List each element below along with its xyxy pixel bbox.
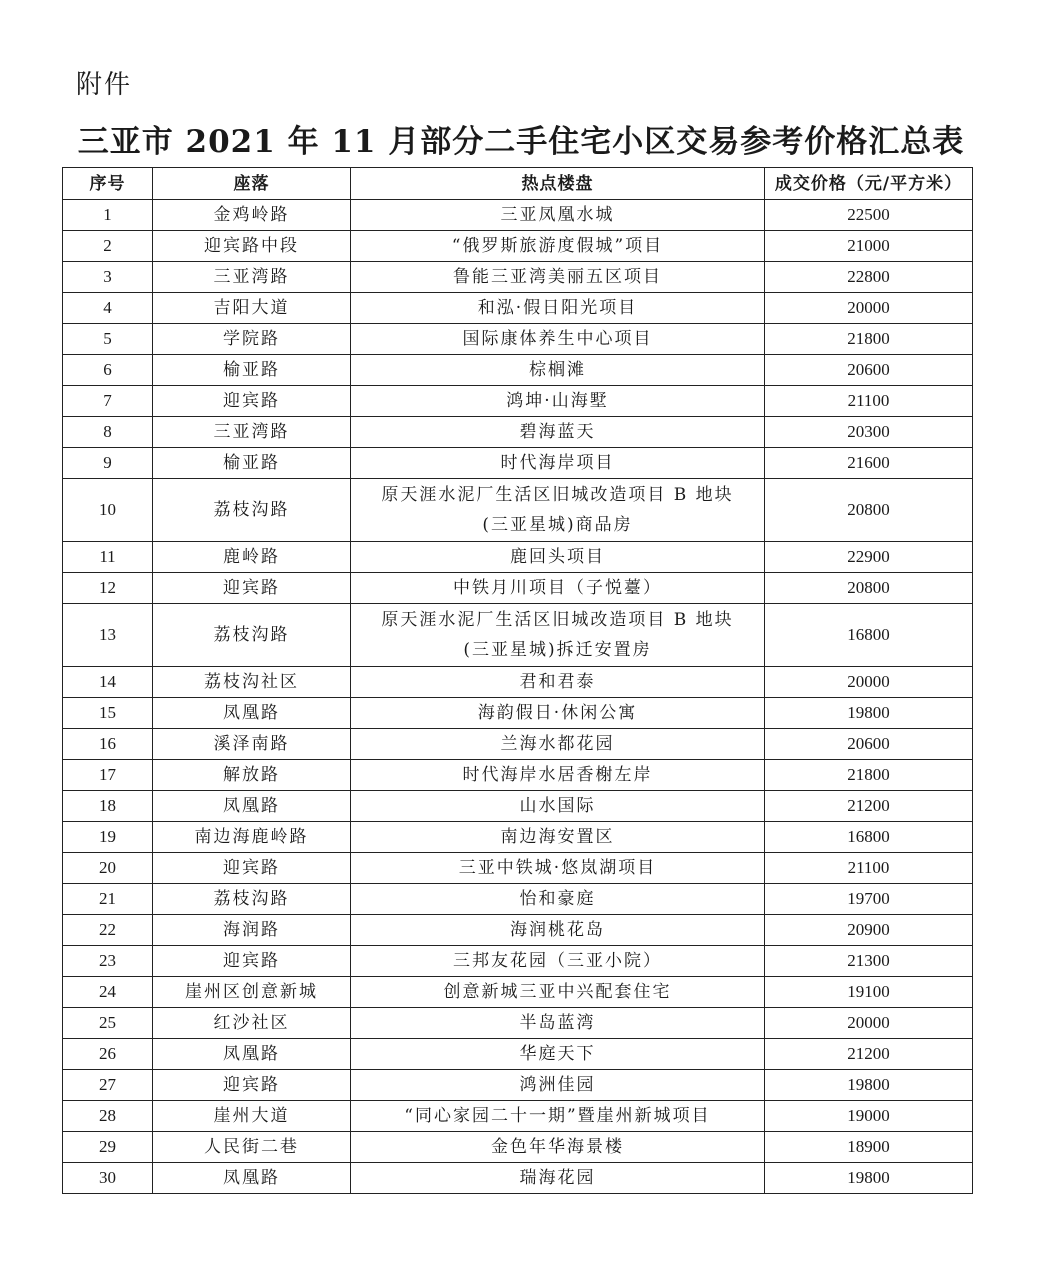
- table-row: [63, 231, 973, 262]
- row-project: 和泓·假日阳光项目: [351, 293, 765, 324]
- row-price: 20300: [765, 417, 973, 448]
- row-number: 15: [63, 698, 153, 729]
- row-project: 鲁能三亚湾美丽五区项目: [351, 262, 765, 293]
- row-price: 21800: [765, 760, 973, 791]
- table-row: [63, 479, 973, 542]
- table-row: [63, 1039, 973, 1070]
- page-title: 三亚市 2021 年 11 月部分二手住宅小区交易参考价格汇总表: [77, 124, 965, 160]
- row-number: 14: [63, 667, 153, 698]
- row-location: 荔枝沟路: [153, 884, 351, 915]
- table-row: [63, 1070, 973, 1101]
- row-number: 6: [63, 355, 153, 386]
- row-location: 榆亚路: [153, 448, 351, 479]
- row-location: 崖州区创意新城: [153, 977, 351, 1008]
- row-price: 20000: [765, 1008, 973, 1039]
- table-row: [63, 853, 973, 884]
- row-project: [351, 479, 765, 542]
- project-line: 原天涯水泥厂生活区旧城改造项目 B 地块: [381, 610, 734, 630]
- row-price: 20600: [765, 355, 973, 386]
- table-body: [63, 200, 973, 1194]
- row-number: 3: [63, 262, 153, 293]
- row-project: 国际康体养生中心项目: [351, 324, 765, 355]
- row-project: 鸿坤·山海墅: [351, 386, 765, 417]
- row-location: 凤凰路: [153, 1039, 351, 1070]
- project-line: (三亚星城)商品房: [482, 515, 633, 535]
- row-price: 21800: [765, 324, 973, 355]
- row-price: 21200: [765, 1039, 973, 1070]
- row-location: 金鸡岭路: [153, 200, 351, 231]
- row-price: 19100: [765, 977, 973, 1008]
- row-number: 18: [63, 791, 153, 822]
- row-number: 10: [63, 479, 153, 542]
- row-project: 南边海安置区: [351, 822, 765, 853]
- row-price: 20000: [765, 667, 973, 698]
- table-row: [63, 977, 973, 1008]
- row-project: 三亚中铁城·悠岚湖项目: [351, 853, 765, 884]
- row-location: 人民街二巷: [153, 1132, 351, 1163]
- row-location: 海润路: [153, 915, 351, 946]
- row-number: 2: [63, 231, 153, 262]
- row-price: 22500: [765, 200, 973, 231]
- table-row: [63, 386, 973, 417]
- row-price: 19700: [765, 884, 973, 915]
- table-row: [63, 293, 973, 324]
- table-row: [63, 1008, 973, 1039]
- row-project: 三亚凤凰水城: [351, 200, 765, 231]
- row-price: 22900: [765, 542, 973, 573]
- row-number: 22: [63, 915, 153, 946]
- row-price: 20800: [765, 479, 973, 542]
- row-price: 20000: [765, 293, 973, 324]
- header-project: 热点楼盘: [351, 168, 765, 200]
- row-number: 1: [63, 200, 153, 231]
- row-project: [351, 604, 765, 667]
- row-project: 棕榈滩: [351, 355, 765, 386]
- row-location: 迎宾路中段: [153, 231, 351, 262]
- table-row: [63, 573, 973, 604]
- table-row: [63, 698, 973, 729]
- row-number: 4: [63, 293, 153, 324]
- row-price: 19000: [765, 1101, 973, 1132]
- row-location: 南边海鹿岭路: [153, 822, 351, 853]
- row-location: 三亚湾路: [153, 262, 351, 293]
- table-row: [63, 604, 973, 667]
- row-price: 21100: [765, 853, 973, 884]
- row-price: 21000: [765, 231, 973, 262]
- header-location: 座落: [153, 168, 351, 200]
- row-location: 崖州大道: [153, 1101, 351, 1132]
- table-row: [63, 1163, 973, 1194]
- price-table: [62, 167, 973, 1194]
- row-number: 9: [63, 448, 153, 479]
- row-price: 18900: [765, 1132, 973, 1163]
- row-project: 半岛蓝湾: [351, 1008, 765, 1039]
- row-project: 时代海岸水居香榭左岸: [351, 760, 765, 791]
- table-row: [63, 542, 973, 573]
- row-number: 7: [63, 386, 153, 417]
- row-project: 碧海蓝天: [351, 417, 765, 448]
- row-price: 20900: [765, 915, 973, 946]
- row-project: 鹿回头项目: [351, 542, 765, 573]
- row-project: 华庭天下: [351, 1039, 765, 1070]
- row-number: 26: [63, 1039, 153, 1070]
- row-project: 海韵假日·休闲公寓: [351, 698, 765, 729]
- row-project: 金色年华海景楼: [351, 1132, 765, 1163]
- row-number: 28: [63, 1101, 153, 1132]
- table-row: [63, 355, 973, 386]
- row-project: 君和君泰: [351, 667, 765, 698]
- header-number: 序号: [63, 168, 153, 200]
- table-row: [63, 448, 973, 479]
- row-location: 迎宾路: [153, 1070, 351, 1101]
- row-price: 21600: [765, 448, 973, 479]
- table-row: [63, 667, 973, 698]
- attachment-label: 附件: [76, 70, 133, 100]
- table-row: [63, 946, 973, 977]
- row-price: 20600: [765, 729, 973, 760]
- project-line: 原天涯水泥厂生活区旧城改造项目 B 地块: [381, 485, 734, 505]
- row-price: 16800: [765, 822, 973, 853]
- row-project: 中铁月川项目（子悦薹）: [351, 573, 765, 604]
- row-location: 学院路: [153, 324, 351, 355]
- row-project: 三邦友花园（三亚小院）: [351, 946, 765, 977]
- row-price: 21300: [765, 946, 973, 977]
- row-project: 时代海岸项目: [351, 448, 765, 479]
- row-price: 19800: [765, 698, 973, 729]
- row-project: 兰海水都花园: [351, 729, 765, 760]
- row-location: 吉阳大道: [153, 293, 351, 324]
- row-number: 20: [63, 853, 153, 884]
- row-price: 21200: [765, 791, 973, 822]
- row-project: 海润桃花岛: [351, 915, 765, 946]
- row-project: “同心家园二十一期”暨崖州新城项目: [351, 1101, 765, 1132]
- row-number: 29: [63, 1132, 153, 1163]
- table-row: [63, 822, 973, 853]
- row-number: 12: [63, 573, 153, 604]
- row-location: 迎宾路: [153, 853, 351, 884]
- row-number: 19: [63, 822, 153, 853]
- row-location: 鹿岭路: [153, 542, 351, 573]
- row-number: 23: [63, 946, 153, 977]
- row-number: 24: [63, 977, 153, 1008]
- row-location: 解放路: [153, 760, 351, 791]
- row-price: 16800: [765, 604, 973, 667]
- table-row: [63, 417, 973, 448]
- row-number: 8: [63, 417, 153, 448]
- row-price: 19800: [765, 1070, 973, 1101]
- row-location: 荔枝沟路: [153, 604, 351, 667]
- row-number: 13: [63, 604, 153, 667]
- row-number: 11: [63, 542, 153, 573]
- table-row: [63, 915, 973, 946]
- row-location: 红沙社区: [153, 1008, 351, 1039]
- row-location: 榆亚路: [153, 355, 351, 386]
- row-location: 荔枝沟社区: [153, 667, 351, 698]
- row-number: 21: [63, 884, 153, 915]
- row-number: 5: [63, 324, 153, 355]
- table-row: [63, 791, 973, 822]
- row-location: 荔枝沟路: [153, 479, 351, 542]
- row-number: 16: [63, 729, 153, 760]
- row-price: 20800: [765, 573, 973, 604]
- table-header-row: [63, 168, 973, 200]
- header-price: 成交价格（元/平方米）: [765, 168, 973, 200]
- table-row: [63, 262, 973, 293]
- row-price: 22800: [765, 262, 973, 293]
- row-location: 溪泽南路: [153, 729, 351, 760]
- row-number: 17: [63, 760, 153, 791]
- row-project: 怡和豪庭: [351, 884, 765, 915]
- row-price: 21100: [765, 386, 973, 417]
- row-location: 迎宾路: [153, 386, 351, 417]
- row-number: 25: [63, 1008, 153, 1039]
- row-location: 凤凰路: [153, 698, 351, 729]
- row-number: 27: [63, 1070, 153, 1101]
- row-project: “俄罗斯旅游度假城”项目: [351, 231, 765, 262]
- row-location: 凤凰路: [153, 1163, 351, 1194]
- table-row: [63, 1132, 973, 1163]
- row-project: 山水国际: [351, 791, 765, 822]
- row-location: 凤凰路: [153, 791, 351, 822]
- row-price: 19800: [765, 1163, 973, 1194]
- project-line: (三亚星城)拆迁安置房: [463, 640, 652, 660]
- row-location: 迎宾路: [153, 573, 351, 604]
- table-row: [63, 884, 973, 915]
- row-project: 瑞海花园: [351, 1163, 765, 1194]
- row-project: 创意新城三亚中兴配套住宅: [351, 977, 765, 1008]
- table-row: [63, 729, 973, 760]
- row-location: 三亚湾路: [153, 417, 351, 448]
- table-row: [63, 1101, 973, 1132]
- row-project: 鸿洲佳园: [351, 1070, 765, 1101]
- table-row: [63, 760, 973, 791]
- row-number: 30: [63, 1163, 153, 1194]
- table-row: [63, 324, 973, 355]
- row-location: 迎宾路: [153, 946, 351, 977]
- table-row: [63, 200, 973, 231]
